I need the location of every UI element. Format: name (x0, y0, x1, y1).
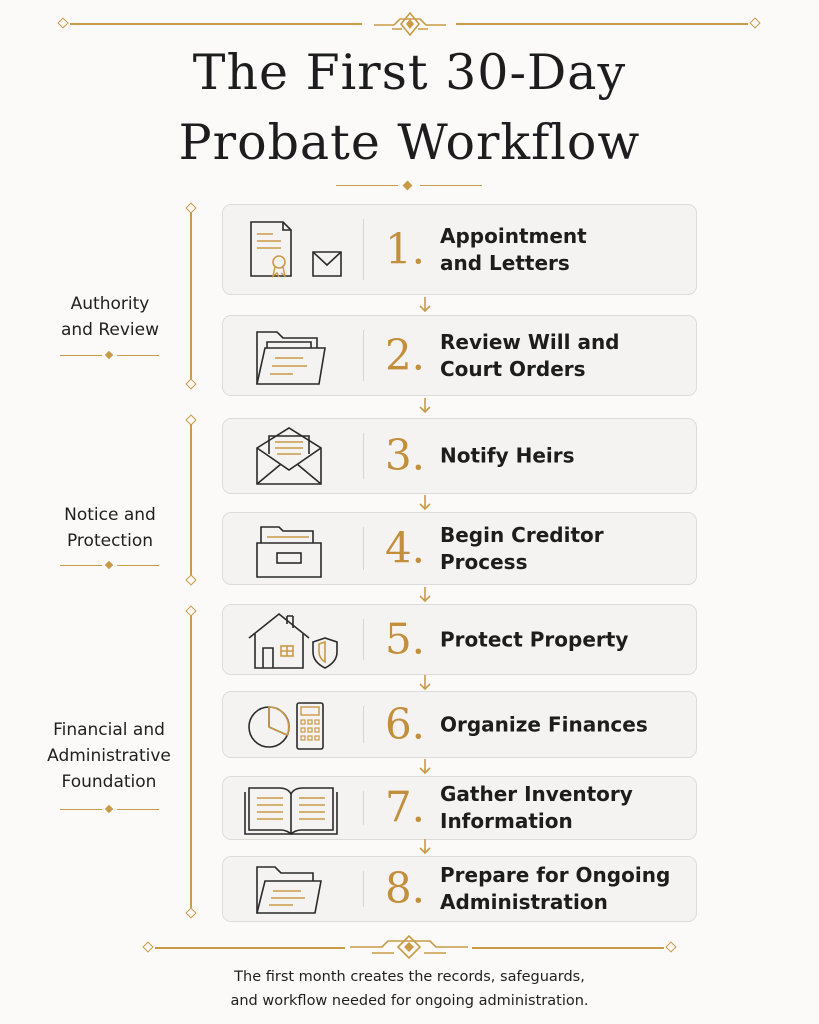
step-title-line: Prepare for Ongoing (440, 863, 671, 887)
step-number: 5. (384, 614, 426, 664)
letters-envelope-icon (243, 218, 343, 282)
group-label-line: Financial and (53, 720, 165, 740)
group-label-line: and Review (60, 320, 160, 340)
card-divider (363, 219, 364, 280)
page-title-line2: Probate Workflow (178, 114, 641, 171)
step-number: 4. (384, 523, 426, 573)
group-label-line: Authority (70, 294, 150, 314)
step-title-line: Protect Property (440, 627, 629, 651)
flow-arrow (418, 674, 432, 692)
card-divider (363, 433, 364, 479)
flow-arrow (418, 758, 432, 776)
card-divider (363, 619, 364, 660)
step-title (440, 781, 690, 835)
step-number: 6. (384, 699, 426, 749)
group-label-line: Administrative (47, 746, 171, 766)
group-label-authority (30, 291, 190, 343)
group-label-line: Protection (66, 531, 153, 551)
step-number: 7. (384, 782, 426, 832)
footer-line2: and workflow needed for ongoing administration. (230, 993, 589, 1009)
open-envelope-icon (243, 424, 343, 488)
group-label-line: Notice and (64, 505, 156, 525)
step-card-5 (222, 604, 697, 675)
step-card-6 (222, 691, 697, 758)
step-title (440, 626, 690, 653)
open-folder-icon (243, 324, 343, 388)
step-title-line: Begin Creditor Process (440, 522, 604, 574)
step-title-line: Information (440, 809, 573, 833)
step-title-line: Appointment (440, 223, 587, 248)
step-title-line: Review Will and (440, 329, 620, 354)
flow-arrow (418, 296, 432, 314)
step-title (440, 522, 690, 576)
file-box-icon (243, 519, 343, 579)
step-number: 8. (384, 863, 426, 913)
step-card-4 (222, 512, 697, 585)
step-number: 3. (384, 430, 426, 480)
step-card-8 (222, 856, 697, 922)
footer-line1: The first month creates the records, safeguards, (234, 969, 585, 985)
step-title-line: Notify Heirs (440, 443, 575, 468)
step-title-line: Court Orders (440, 356, 586, 381)
card-divider (363, 871, 364, 907)
flow-arrow (418, 494, 432, 512)
step-card-3 (222, 418, 697, 494)
step-card-2 (222, 315, 697, 396)
step-title (440, 223, 690, 277)
group-label-financial (28, 717, 190, 795)
step-number: 2. (384, 330, 426, 380)
folder-icon (243, 861, 343, 917)
step-title (440, 711, 690, 738)
step-title-line: Administration (440, 890, 608, 914)
step-card-7 (222, 776, 697, 840)
group-label-line: Foundation (61, 772, 157, 792)
card-divider (363, 330, 364, 381)
open-book-icon (243, 780, 343, 836)
step-number: 1. (384, 224, 426, 274)
step-title (440, 329, 690, 383)
step-card-1 (222, 204, 697, 295)
page-title-line1: The First 30-Day (192, 44, 627, 101)
card-divider (363, 791, 364, 825)
step-title (440, 443, 690, 470)
house-shield-icon (243, 610, 343, 670)
flow-arrow (418, 586, 432, 604)
group-label-notice (30, 502, 190, 554)
step-title-line: Organize Finances (440, 712, 648, 736)
step-title-line: Gather Inventory (440, 782, 633, 806)
card-divider (363, 706, 364, 743)
step-title (440, 862, 690, 916)
flow-arrow (418, 838, 432, 856)
step-title-line: and Letters (440, 250, 570, 275)
flow-arrow (418, 397, 432, 415)
card-divider (363, 527, 364, 570)
pie-calculator-icon (243, 697, 343, 753)
